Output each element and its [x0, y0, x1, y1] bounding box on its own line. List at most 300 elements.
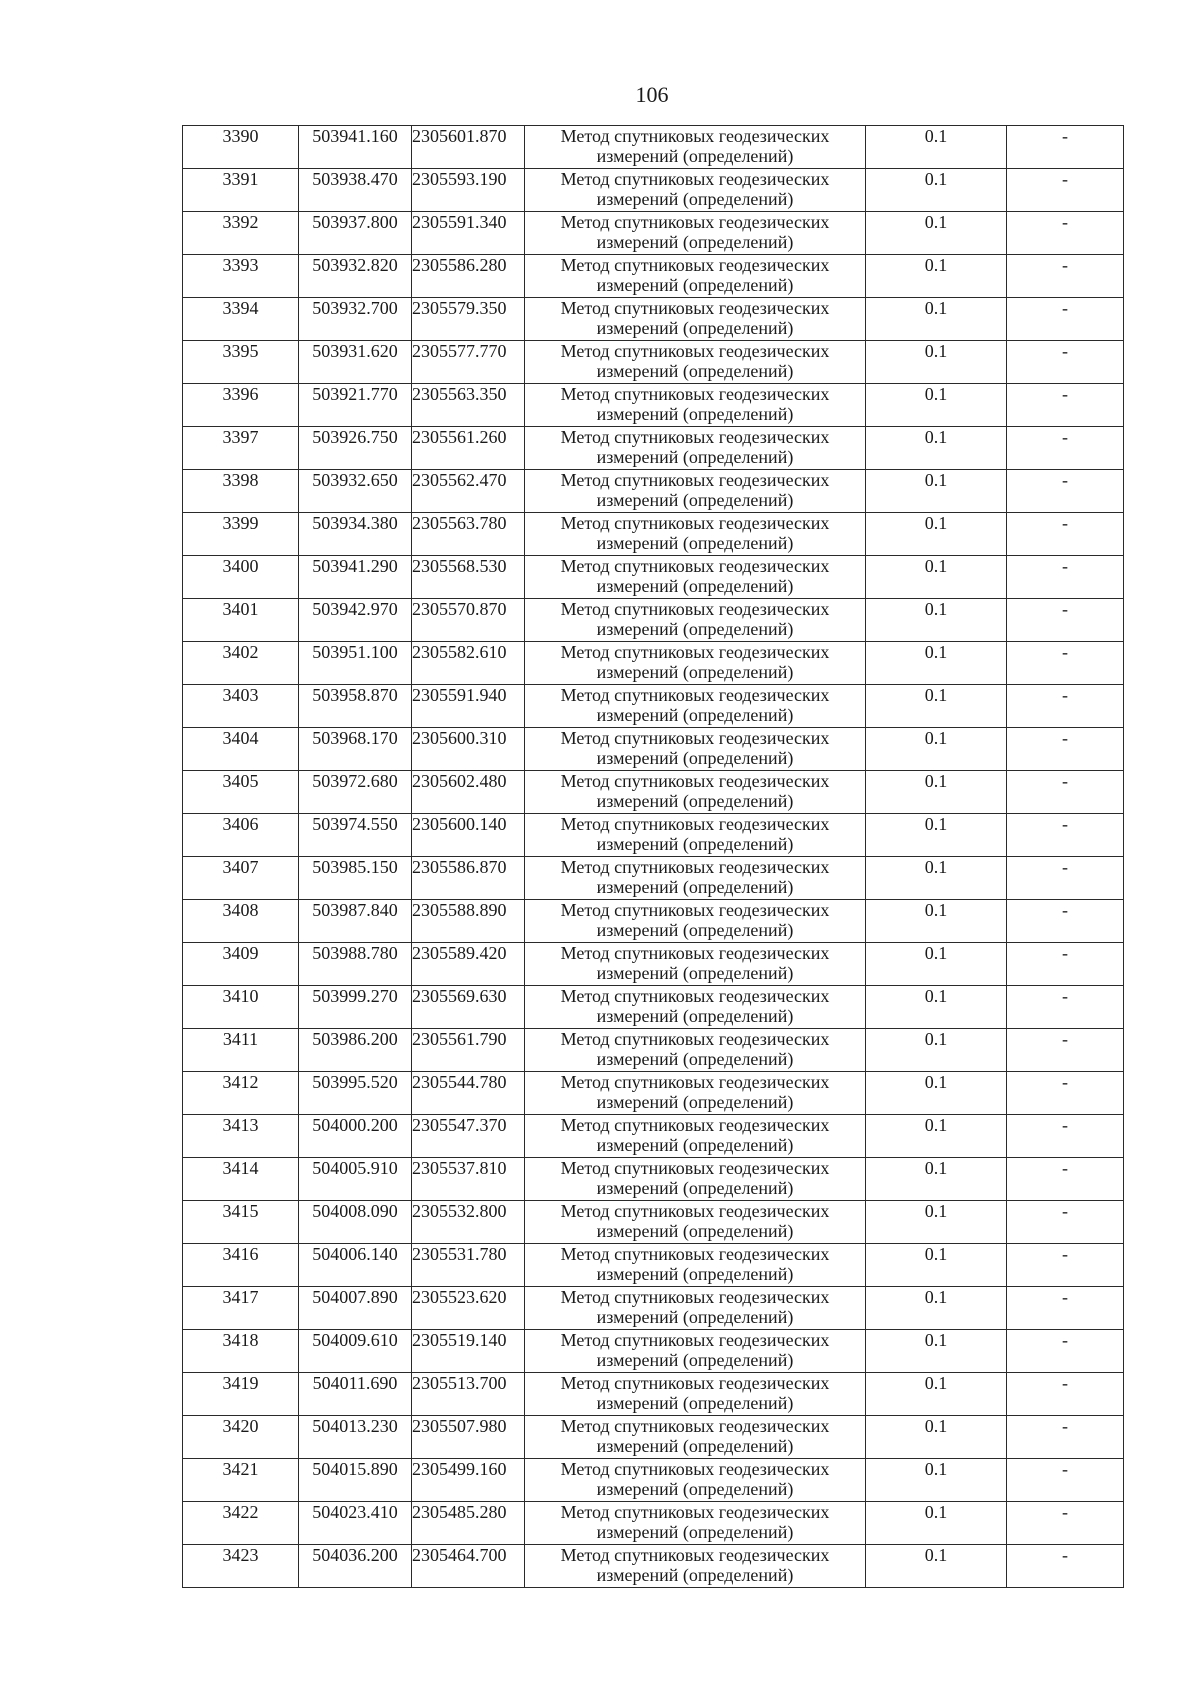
method-text: Метод спутниковых геодезических [560, 212, 830, 232]
accuracy-text: 0.1 [924, 427, 948, 447]
description-cell [1007, 513, 1124, 556]
accuracy-text: 0.1 [924, 642, 948, 662]
accuracy-text: 0.1 [924, 814, 948, 834]
point-number-text: 3423 [222, 1545, 259, 1565]
table-row [183, 599, 1124, 642]
point-number-cell [183, 1330, 299, 1373]
x-coordinate-text: 503985.150 [312, 857, 398, 877]
description-text: - [1062, 1158, 1068, 1178]
accuracy-cell [866, 642, 1007, 685]
method-cell [525, 126, 866, 169]
table-row [183, 728, 1124, 771]
description-cell [1007, 599, 1124, 642]
method-cell [525, 1072, 866, 1115]
x-coordinate-cell [299, 599, 412, 642]
description-text: - [1062, 728, 1068, 748]
description-cell [1007, 169, 1124, 212]
y-coordinate-text: 2305569.630 [412, 986, 507, 1006]
point-number-text: 3410 [222, 986, 259, 1006]
method-cell [525, 685, 866, 728]
point-number-cell [183, 1072, 299, 1115]
x-coordinate-cell [299, 384, 412, 427]
description-cell [1007, 685, 1124, 728]
accuracy-cell [866, 599, 1007, 642]
x-coordinate-text: 504008.090 [312, 1201, 398, 1221]
description-cell [1007, 986, 1124, 1029]
y-coordinate-text: 2305588.890 [412, 900, 507, 920]
description-text: - [1062, 771, 1068, 791]
y-coordinate-cell [412, 728, 525, 771]
method-text: измерений (определений) [596, 490, 794, 510]
description-text: - [1062, 814, 1068, 834]
method-text: Метод спутниковых геодезических [560, 728, 830, 748]
x-coordinate-text: 503941.160 [312, 126, 398, 146]
x-coordinate-text: 504005.910 [312, 1158, 398, 1178]
method-cell [525, 599, 866, 642]
x-coordinate-text: 504015.890 [312, 1459, 398, 1479]
point-number-cell [183, 212, 299, 255]
description-text: - [1062, 341, 1068, 361]
method-text: измерений (определений) [596, 1264, 794, 1284]
method-cell [525, 1502, 866, 1545]
x-coordinate-cell [299, 1416, 412, 1459]
description-cell [1007, 857, 1124, 900]
y-coordinate-text: 2305591.340 [412, 212, 507, 232]
table-row [183, 1459, 1124, 1502]
point-number-cell [183, 857, 299, 900]
table-row [183, 513, 1124, 556]
method-cell [525, 513, 866, 556]
table-row [183, 943, 1124, 986]
accuracy-text: 0.1 [924, 1287, 948, 1307]
description-cell [1007, 298, 1124, 341]
description-text: - [1062, 1373, 1068, 1393]
x-coordinate-cell [299, 857, 412, 900]
accuracy-cell [866, 470, 1007, 513]
y-coordinate-text: 2305602.480 [412, 771, 507, 791]
method-cell [525, 771, 866, 814]
x-coordinate-text: 503974.550 [312, 814, 398, 834]
y-coordinate-cell [412, 1416, 525, 1459]
x-coordinate-text: 504000.200 [312, 1115, 398, 1135]
description-text: - [1062, 642, 1068, 662]
accuracy-cell [866, 900, 1007, 943]
x-coordinate-cell [299, 685, 412, 728]
page-number: 106 [635, 82, 669, 107]
method-cell [525, 1459, 866, 1502]
description-text: - [1062, 126, 1068, 146]
method-cell [525, 857, 866, 900]
description-text: - [1062, 900, 1068, 920]
accuracy-cell [866, 341, 1007, 384]
method-cell [525, 1029, 866, 1072]
description-cell [1007, 943, 1124, 986]
accuracy-cell [866, 1459, 1007, 1502]
y-coordinate-cell [412, 986, 525, 1029]
y-coordinate-text: 2305547.370 [412, 1115, 507, 1135]
y-coordinate-text: 2305523.620 [412, 1287, 507, 1307]
method-cell [525, 1373, 866, 1416]
x-coordinate-cell [299, 1244, 412, 1287]
x-coordinate-text: 503934.380 [312, 513, 398, 533]
method-text: Метод спутниковых геодезических [560, 1373, 830, 1393]
accuracy-text: 0.1 [924, 1029, 948, 1049]
method-text: измерений (определений) [596, 1092, 794, 1112]
accuracy-text: 0.1 [924, 1416, 948, 1436]
accuracy-text: 0.1 [924, 599, 948, 619]
x-coordinate-text: 503995.520 [312, 1072, 398, 1092]
accuracy-text: 0.1 [924, 255, 948, 275]
method-cell [525, 1201, 866, 1244]
method-cell [525, 427, 866, 470]
point-number-text: 3392 [222, 212, 259, 232]
y-coordinate-text: 2305579.350 [412, 298, 507, 318]
method-text: Метод спутниковых геодезических [560, 599, 830, 619]
x-coordinate-text: 503932.700 [312, 298, 398, 318]
point-number-text: 3413 [222, 1115, 259, 1135]
y-coordinate-text: 2305586.870 [412, 857, 507, 877]
accuracy-text: 0.1 [924, 771, 948, 791]
description-text: - [1062, 943, 1068, 963]
point-number-text: 3394 [222, 298, 259, 318]
point-number-text: 3391 [222, 169, 259, 189]
method-text: Метод спутниковых геодезических [560, 169, 830, 189]
accuracy-cell [866, 1201, 1007, 1244]
y-coordinate-cell [412, 126, 525, 169]
accuracy-cell [866, 255, 1007, 298]
point-number-cell [183, 255, 299, 298]
point-number-cell [183, 298, 299, 341]
point-number-cell [183, 1201, 299, 1244]
y-coordinate-text: 2305563.780 [412, 513, 507, 533]
table-row [183, 857, 1124, 900]
x-coordinate-cell [299, 986, 412, 1029]
description-text: - [1062, 1029, 1068, 1049]
x-coordinate-cell [299, 470, 412, 513]
description-text: - [1062, 255, 1068, 275]
x-coordinate-text: 503972.680 [312, 771, 398, 791]
point-number-text: 3405 [222, 771, 259, 791]
point-number-text: 3398 [222, 470, 259, 490]
accuracy-cell [866, 986, 1007, 1029]
point-number-text: 3400 [222, 556, 259, 576]
point-number-text: 3416 [222, 1244, 259, 1264]
description-cell [1007, 1072, 1124, 1115]
accuracy-cell [866, 384, 1007, 427]
accuracy-cell [866, 427, 1007, 470]
point-number-cell [183, 685, 299, 728]
accuracy-cell [866, 1373, 1007, 1416]
x-coordinate-cell [299, 1502, 412, 1545]
accuracy-cell [866, 1545, 1007, 1588]
method-text: измерений (определений) [596, 1135, 794, 1155]
x-coordinate-text: 504011.690 [312, 1373, 398, 1393]
table-row [183, 1416, 1124, 1459]
method-cell [525, 642, 866, 685]
x-coordinate-cell [299, 1330, 412, 1373]
x-coordinate-cell [299, 1201, 412, 1244]
accuracy-cell [866, 212, 1007, 255]
y-coordinate-text: 2305561.260 [412, 427, 507, 447]
method-text: измерений (определений) [596, 662, 794, 682]
accuracy-text: 0.1 [924, 900, 948, 920]
x-coordinate-text: 503942.970 [312, 599, 398, 619]
point-number-cell [183, 771, 299, 814]
accuracy-cell [866, 728, 1007, 771]
point-number-cell [183, 384, 299, 427]
method-text: измерений (определений) [596, 1178, 794, 1198]
y-coordinate-text: 2305513.700 [412, 1373, 507, 1393]
x-coordinate-cell [299, 341, 412, 384]
description-cell [1007, 1502, 1124, 1545]
x-coordinate-cell [299, 1072, 412, 1115]
point-number-cell [183, 1416, 299, 1459]
point-number-text: 3404 [222, 728, 259, 748]
description-cell [1007, 814, 1124, 857]
description-cell [1007, 1545, 1124, 1588]
method-text: измерений (определений) [596, 318, 794, 338]
point-number-cell [183, 642, 299, 685]
point-number-cell [183, 169, 299, 212]
x-coordinate-cell [299, 943, 412, 986]
accuracy-text: 0.1 [924, 1072, 948, 1092]
accuracy-text: 0.1 [924, 1201, 948, 1221]
table-body [183, 126, 1124, 1588]
point-number-cell [183, 599, 299, 642]
table-row [183, 771, 1124, 814]
method-text: измерений (определений) [596, 361, 794, 381]
method-cell [525, 556, 866, 599]
description-cell [1007, 1115, 1124, 1158]
method-cell [525, 728, 866, 771]
method-text: измерений (определений) [596, 533, 794, 553]
x-coordinate-cell [299, 255, 412, 298]
x-coordinate-text: 503926.750 [312, 427, 398, 447]
method-text: Метод спутниковых геодезических [560, 298, 830, 318]
accuracy-text: 0.1 [924, 1502, 948, 1522]
accuracy-text: 0.1 [924, 943, 948, 963]
accuracy-cell [866, 1287, 1007, 1330]
method-text: измерений (определений) [596, 963, 794, 983]
description-cell [1007, 1416, 1124, 1459]
method-cell [525, 900, 866, 943]
accuracy-cell [866, 1158, 1007, 1201]
y-coordinate-text: 2305507.980 [412, 1416, 507, 1436]
accuracy-text: 0.1 [924, 1373, 948, 1393]
method-cell [525, 298, 866, 341]
method-text: измерений (определений) [596, 1307, 794, 1327]
y-coordinate-text: 2305544.780 [412, 1072, 507, 1092]
y-coordinate-text: 2305531.780 [412, 1244, 507, 1264]
method-text: Метод спутниковых геодезических [560, 1072, 830, 1092]
description-cell [1007, 556, 1124, 599]
y-coordinate-text: 2305601.870 [412, 126, 507, 146]
method-text: измерений (определений) [596, 1479, 794, 1499]
x-coordinate-text: 504009.610 [312, 1330, 398, 1350]
method-text: измерений (определений) [596, 748, 794, 768]
accuracy-cell [866, 1029, 1007, 1072]
method-cell [525, 341, 866, 384]
y-coordinate-cell [412, 556, 525, 599]
method-cell [525, 1330, 866, 1373]
x-coordinate-text: 504036.200 [312, 1545, 398, 1565]
description-text: - [1062, 599, 1068, 619]
description-cell [1007, 126, 1124, 169]
description-text: - [1062, 427, 1068, 447]
accuracy-cell [866, 685, 1007, 728]
accuracy-cell [866, 1115, 1007, 1158]
point-number-text: 3399 [222, 513, 259, 533]
y-coordinate-text: 2305485.280 [412, 1502, 507, 1522]
description-text: - [1062, 1115, 1068, 1135]
method-cell [525, 1416, 866, 1459]
method-cell [525, 814, 866, 857]
method-text: измерений (определений) [596, 189, 794, 209]
point-number-cell [183, 556, 299, 599]
point-number-cell [183, 341, 299, 384]
y-coordinate-text: 2305577.770 [412, 341, 507, 361]
method-text: Метод спутниковых геодезических [560, 384, 830, 404]
y-coordinate-cell [412, 1502, 525, 1545]
x-coordinate-text: 503951.100 [312, 642, 398, 662]
y-coordinate-cell [412, 685, 525, 728]
y-coordinate-cell [412, 599, 525, 642]
description-cell [1007, 1158, 1124, 1201]
method-text: Метод спутниковых геодезических [560, 1330, 830, 1350]
accuracy-text: 0.1 [924, 857, 948, 877]
x-coordinate-cell [299, 1158, 412, 1201]
table-row [183, 642, 1124, 685]
point-number-text: 3415 [222, 1201, 259, 1221]
accuracy-text: 0.1 [924, 1244, 948, 1264]
point-number-cell [183, 1029, 299, 1072]
description-cell [1007, 1029, 1124, 1072]
x-coordinate-cell [299, 169, 412, 212]
table-row [183, 126, 1124, 169]
accuracy-text: 0.1 [924, 169, 948, 189]
method-text: Метод спутниковых геодезических [560, 1244, 830, 1264]
accuracy-text: 0.1 [924, 298, 948, 318]
y-coordinate-text: 2305532.800 [412, 1201, 507, 1221]
method-text: измерений (определений) [596, 447, 794, 467]
y-coordinate-cell [412, 814, 525, 857]
accuracy-cell [866, 556, 1007, 599]
description-cell [1007, 1330, 1124, 1373]
method-text: Метод спутниковых геодезических [560, 642, 830, 662]
table-row [183, 1287, 1124, 1330]
table-row [183, 685, 1124, 728]
table-row [183, 212, 1124, 255]
method-text: Метод спутниковых геодезических [560, 685, 830, 705]
description-cell [1007, 212, 1124, 255]
method-text: измерений (определений) [596, 232, 794, 252]
accuracy-text: 0.1 [924, 556, 948, 576]
point-number-text: 3422 [222, 1502, 259, 1522]
description-cell [1007, 427, 1124, 470]
x-coordinate-cell [299, 814, 412, 857]
method-text: измерений (определений) [596, 404, 794, 424]
x-coordinate-cell [299, 1373, 412, 1416]
point-number-text: 3393 [222, 255, 259, 275]
description-text: - [1062, 685, 1068, 705]
table-row [183, 814, 1124, 857]
method-text: Метод спутниковых геодезических [560, 1545, 830, 1565]
accuracy-cell [866, 1502, 1007, 1545]
method-text: измерений (определений) [596, 834, 794, 854]
method-text: измерений (определений) [596, 1221, 794, 1241]
method-text: Метод спутниковых геодезических [560, 126, 830, 146]
accuracy-text: 0.1 [924, 728, 948, 748]
method-text: Метод спутниковых геодезических [560, 1158, 830, 1178]
method-cell [525, 1244, 866, 1287]
x-coordinate-text: 504006.140 [312, 1244, 398, 1264]
table-row [183, 470, 1124, 513]
table-row [183, 1373, 1124, 1416]
accuracy-text: 0.1 [924, 470, 948, 490]
point-number-text: 3418 [222, 1330, 259, 1350]
method-text: Метод спутниковых геодезических [560, 857, 830, 877]
method-text: Метод спутниковых геодезических [560, 1416, 830, 1436]
description-cell [1007, 900, 1124, 943]
table-row [183, 1115, 1124, 1158]
x-coordinate-text: 503958.870 [312, 685, 398, 705]
description-cell [1007, 384, 1124, 427]
y-coordinate-cell [412, 1330, 525, 1373]
method-text: Метод спутниковых геодезических [560, 470, 830, 490]
y-coordinate-text: 2305593.190 [412, 169, 507, 189]
y-coordinate-cell [412, 169, 525, 212]
method-text: измерений (определений) [596, 1393, 794, 1413]
description-cell [1007, 1201, 1124, 1244]
method-text: Метод спутниковых геодезических [560, 771, 830, 791]
description-cell [1007, 470, 1124, 513]
y-coordinate-text: 2305582.610 [412, 642, 507, 662]
method-text: Метод спутниковых геодезических [560, 814, 830, 834]
description-cell [1007, 771, 1124, 814]
x-coordinate-text: 503931.620 [312, 341, 398, 361]
point-number-text: 3396 [222, 384, 259, 404]
description-cell [1007, 1373, 1124, 1416]
point-number-text: 3417 [222, 1287, 259, 1307]
method-cell [525, 1158, 866, 1201]
y-coordinate-cell [412, 384, 525, 427]
method-cell [525, 1115, 866, 1158]
table-row [183, 298, 1124, 341]
x-coordinate-text: 503932.820 [312, 255, 398, 275]
accuracy-text: 0.1 [924, 1115, 948, 1135]
description-text: - [1062, 1502, 1068, 1522]
description-cell [1007, 1459, 1124, 1502]
description-text: - [1062, 1330, 1068, 1350]
x-coordinate-cell [299, 1029, 412, 1072]
accuracy-cell [866, 1416, 1007, 1459]
y-coordinate-text: 2305561.790 [412, 1029, 507, 1049]
description-text: - [1062, 1244, 1068, 1264]
description-text: - [1062, 986, 1068, 1006]
method-text: Метод спутниковых геодезических [560, 556, 830, 576]
method-text: Метод спутниковых геодезических [560, 427, 830, 447]
point-number-text: 3412 [222, 1072, 259, 1092]
y-coordinate-text: 2305568.530 [412, 556, 507, 576]
method-text: измерений (определений) [596, 146, 794, 166]
description-text: - [1062, 1201, 1068, 1221]
x-coordinate-text: 503937.800 [312, 212, 398, 232]
x-coordinate-cell [299, 513, 412, 556]
y-coordinate-cell [412, 771, 525, 814]
method-cell [525, 1545, 866, 1588]
description-cell [1007, 1287, 1124, 1330]
y-coordinate-cell [412, 857, 525, 900]
